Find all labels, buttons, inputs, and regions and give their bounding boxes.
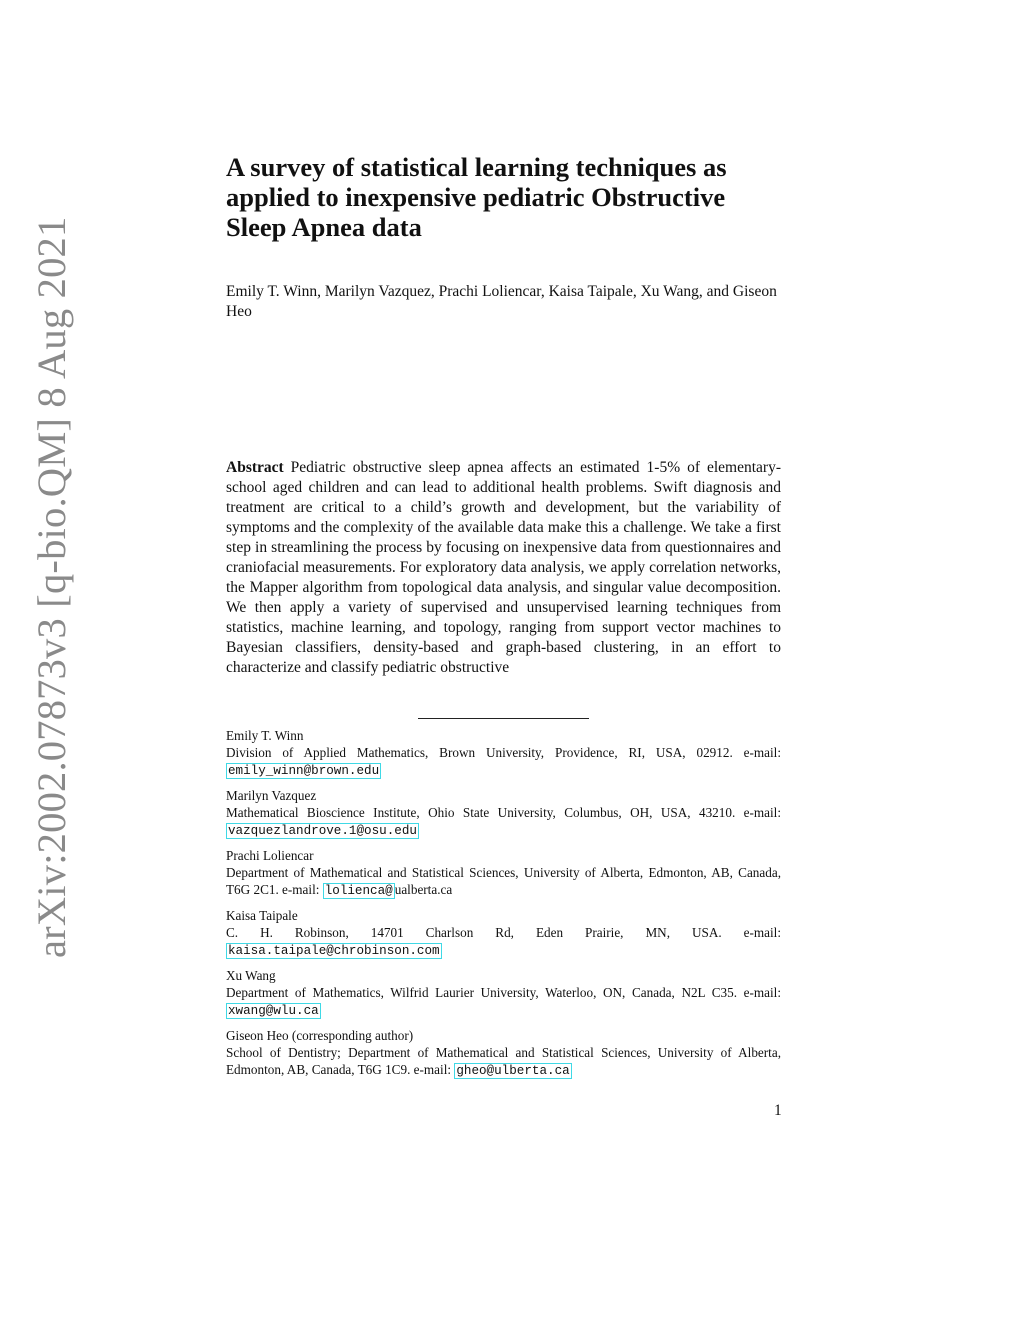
email-link[interactable]: lolienca@ xyxy=(324,884,393,898)
affiliation-entry xyxy=(226,787,781,839)
affiliation-author-name: Xu Wang xyxy=(226,968,276,983)
affiliation-text: C. H. Robinson, 14701 Charlson Rd, Eden Prairie, MN, USA. e-mail: xyxy=(226,925,781,940)
affiliation-text: Department of Mathematics, Wilfrid Laurier University, Waterloo, ON, Canada, N2L C35. e-mail: xyxy=(226,985,781,1000)
email-suffix: ualberta.ca xyxy=(394,882,453,897)
author-affiliations xyxy=(226,727,781,1079)
affiliation-entry xyxy=(226,847,781,899)
affiliation-author-name: Marilyn Vazquez xyxy=(226,788,317,803)
affiliation-text: Division of Applied Mathematics, Brown University, Providence, RI, USA, 02912. e-mail: xyxy=(226,745,781,760)
abstract xyxy=(226,458,781,678)
affiliation-author-name: Giseon Heo (corresponding author) xyxy=(226,1028,414,1043)
paper-first-page xyxy=(226,152,781,1087)
email-link[interactable]: xwang@wlu.ca xyxy=(228,1004,319,1018)
abstract-text: Pediatric obstructive sleep apnea affects an estimated 1-5% of elementary-school aged children and can lead to additional health problems. Swift diagnosis and treatment are critical to a child’s growth and development, but the variability of symptoms and the complexity of the available data make this a challenge. We take a first step in streamlining the process by focusing on inexpensive data from questionnaires and craniofacial measurements. For exploratory data analysis, we apply correlation networks, the Mapper algorithm from topological data analysis, and singular value decomposition. We then apply a variety of supervised and unsupervised learning techniques from statistics, machine learning, and topology, ranging from support vector machines to Bayesian classifiers, density-based and graph-based clustering, in an effort to characterize and classify pediatric obstructive xyxy=(226,459,781,676)
page-number: 1 xyxy=(774,1102,782,1119)
affiliation-text: School of Dentistry; Department of Mathematical and Statistical Sciences, University of Alberta, Edmonton, AB, Canada, T6G 1C9. e-mail: xyxy=(226,1045,781,1077)
footnote-divider xyxy=(418,718,589,719)
affiliation-author-name: Prachi Loliencar xyxy=(226,848,314,863)
email-link[interactable]: vazquezlandrove.1@osu.edu xyxy=(228,824,417,838)
affiliation-author-name: Kaisa Taipale xyxy=(226,908,298,923)
affiliation-entry xyxy=(226,967,781,1019)
arxiv-identifier-stamp: arXiv:2002.07873v3 [q-bio.QM] 8 Aug 2021 xyxy=(29,216,74,958)
affiliation-author-name: Emily T. Winn xyxy=(226,728,304,743)
affiliation-entry xyxy=(226,907,781,959)
affiliation-text: Department of Mathematical and Statistical Sciences, University of Alberta, Edmonton, AB, Canada, T6G 2C1. e-mail: xyxy=(226,865,781,897)
email-link[interactable]: emily_winn@brown.edu xyxy=(228,764,380,778)
abstract-label: Abstract xyxy=(226,459,284,476)
email-link[interactable]: kaisa.taipale@chrobinson.com xyxy=(228,944,440,958)
email-link[interactable]: gheo@ulberta.ca xyxy=(456,1064,570,1078)
affiliation-text: Mathematical Bioscience Institute, Ohio State University, Columbus, OH, USA, 43210. e-mail: xyxy=(226,805,781,820)
affiliation-entry xyxy=(226,727,781,779)
author-list: Emily T. Winn, Marilyn Vazquez, Prachi Loliencar, Kaisa Taipale, Xu Wang, and Giseon Heo xyxy=(226,283,777,320)
paper-title: A survey of statistical learning techniques as applied to inexpensive pediatric Obstructive Sleep Apnea data xyxy=(226,152,727,242)
affiliation-entry xyxy=(226,1027,781,1079)
